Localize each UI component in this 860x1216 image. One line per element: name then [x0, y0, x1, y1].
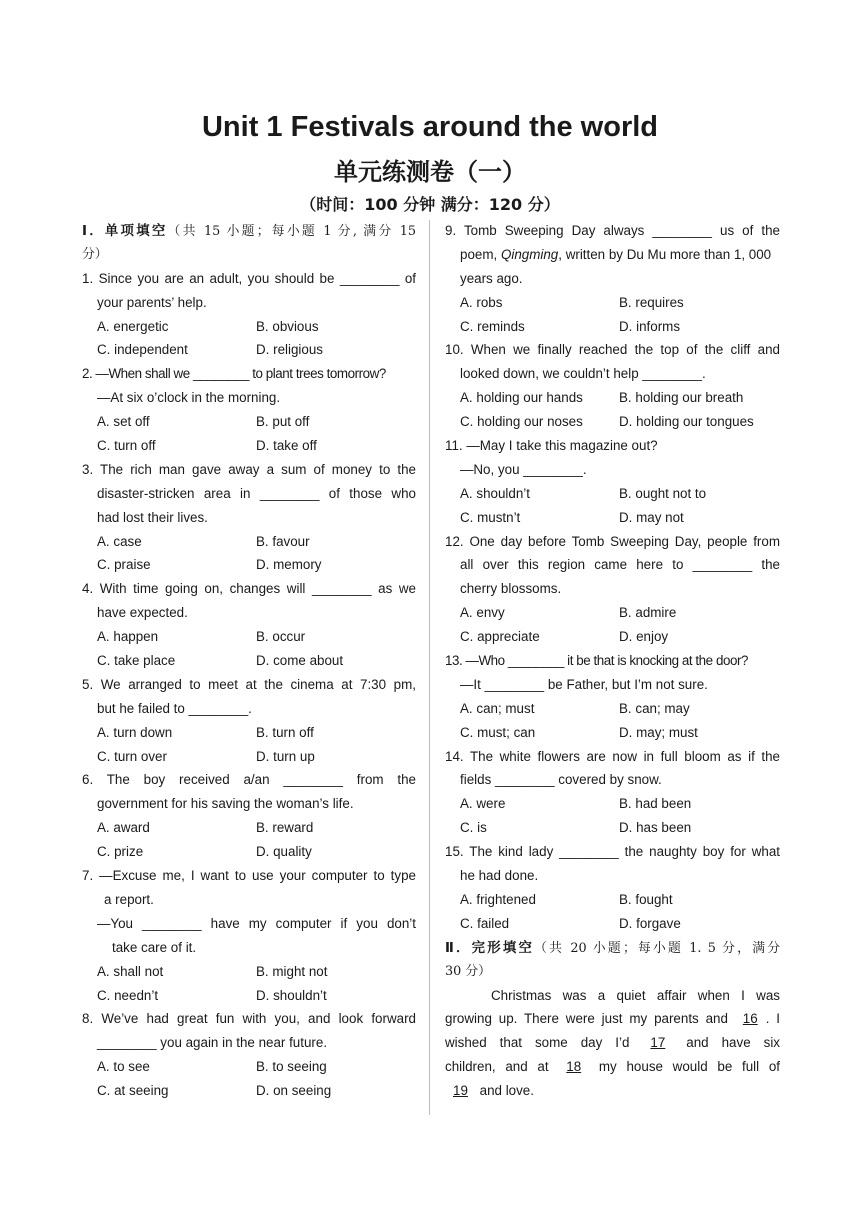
column-divider	[429, 220, 430, 1115]
option-c: C. independent	[97, 342, 188, 358]
options-row	[445, 697, 780, 721]
option-c: C. take place	[97, 653, 176, 669]
passage-text: and love.	[475, 1083, 534, 1099]
question-text: have expected.	[97, 605, 188, 621]
options-row	[82, 1055, 416, 1079]
options-row	[445, 482, 780, 506]
section2-heading: Ⅱ．完形填空	[445, 940, 535, 956]
page-title: Unit 1 Festivals around the world	[201, 111, 658, 143]
question-text: —No, you ________.	[460, 461, 587, 477]
section2-note: （共 20 小题；每小题 1. 5 分，满分	[534, 940, 780, 956]
options-row	[82, 816, 416, 840]
option-d: D. turn up	[256, 748, 315, 764]
section1-header	[82, 219, 416, 243]
option-c: C. failed	[460, 915, 510, 931]
question-7	[82, 864, 416, 1007]
question-text: 15. The kind lady ________ the naughty boy for what	[445, 844, 780, 860]
option-d: D. shouldn’t	[256, 987, 327, 1003]
question-text: take care of it.	[112, 939, 197, 955]
option-c: C. turn over	[97, 748, 167, 764]
option-b: B. put off	[256, 414, 310, 430]
question-text: 4. With time going on, changes will ________ as we	[82, 581, 416, 597]
option-d: D. enjoy	[619, 629, 669, 645]
option-a: A. to see	[97, 1059, 150, 1075]
question-9	[445, 219, 780, 338]
question-text: —You ________ have my computer if you don’t	[97, 915, 416, 931]
options-row	[445, 315, 780, 339]
options-row	[445, 721, 780, 745]
question-text	[445, 243, 780, 267]
option-c: C. must; can	[460, 724, 536, 740]
passage-line	[445, 1007, 780, 1031]
question-text: years ago.	[460, 270, 523, 286]
options-row	[82, 410, 416, 434]
question-13	[445, 649, 780, 745]
question-6	[82, 768, 416, 864]
options-row	[82, 960, 416, 984]
option-c: C. prize	[97, 844, 144, 860]
question-text: 6. The boy received a/an ________ from the	[82, 772, 416, 788]
question-text: disaster-stricken area in ________ of those who	[97, 485, 416, 501]
option-b: B. holding our breath	[619, 390, 744, 406]
time-score-info: （时间：100 分钟 满分：120 分）	[300, 195, 560, 214]
passage-line	[445, 1079, 780, 1103]
passage-line	[445, 1055, 780, 1079]
option-b: B. might not	[256, 963, 328, 979]
section1-note-cont: 分）	[82, 246, 108, 262]
option-a: A. case	[97, 533, 142, 549]
question-text: ________ you again in the near future.	[97, 1035, 328, 1051]
options-row	[82, 984, 416, 1008]
options-row	[82, 434, 416, 458]
option-d: D. come about	[256, 653, 344, 669]
option-d: D. has been	[619, 820, 692, 836]
option-c: C. reminds	[460, 318, 525, 334]
option-b: B. turn off	[256, 724, 314, 740]
options-row	[82, 840, 416, 864]
option-b: B. to seeing	[256, 1059, 327, 1075]
option-c: C. holding our noses	[460, 414, 583, 430]
option-b: B. requires	[619, 294, 684, 310]
option-a: A. frightened	[460, 891, 536, 907]
blank-17: 17	[650, 1035, 666, 1051]
option-d: D. on seeing	[256, 1083, 332, 1099]
poem-title: Qingming	[500, 246, 559, 262]
passage-line	[445, 1031, 780, 1055]
option-c: C. mustn’t	[460, 509, 521, 525]
question-15	[445, 840, 780, 936]
option-d: D. informs	[619, 318, 681, 334]
option-b: B. ought not to	[619, 485, 707, 501]
option-d: D. take off	[256, 438, 317, 454]
question-1	[82, 267, 416, 363]
question-text: 5. We arranged to meet at the cinema at 7:30 pm,	[82, 676, 416, 692]
section2-header	[445, 936, 780, 960]
option-a: A. turn down	[97, 724, 173, 740]
passage-text: my house would be full of	[589, 1059, 780, 1075]
option-a: A. were	[460, 796, 506, 812]
question-11	[445, 434, 780, 530]
section1-heading: Ⅰ．单项填空	[82, 224, 168, 239]
page-subtitle: 单元练测卷（一）	[334, 158, 526, 186]
question-text: but he failed to ________.	[97, 700, 252, 716]
options-row	[445, 506, 780, 530]
question-text: 14. The white flowers are now in full bloom as if the	[445, 748, 780, 764]
option-a: A. shouldn’t	[460, 485, 530, 501]
options-row	[445, 888, 780, 912]
question-text: fields ________ covered by snow.	[460, 772, 662, 788]
question-text: looked down, we couldn’t help ________.	[460, 366, 706, 382]
question-text: 1. Since you are an adult, you should be ________ of	[82, 270, 416, 286]
options-row	[445, 601, 780, 625]
option-c: C. is	[460, 820, 487, 836]
option-a: A. can; must	[460, 700, 535, 716]
option-a: A. award	[97, 820, 150, 836]
right-column	[445, 219, 780, 1103]
question-text: 10. When we finally reached the top of the cliff and	[445, 342, 780, 358]
question-text: government for his saving the woman’s life.	[97, 796, 354, 812]
question-4	[82, 577, 416, 673]
blank-19: 19	[453, 1083, 468, 1099]
option-d: D. holding our tongues	[619, 414, 754, 430]
question-text: —At six o’clock in the morning.	[97, 390, 281, 406]
question-14	[445, 745, 780, 841]
option-b: B. reward	[256, 820, 314, 836]
question-text: cherry blossoms.	[460, 581, 562, 597]
question-text: 13. —Who ________ it be that is knocking at the door?	[445, 653, 748, 669]
passage-text: growing up. There were just my parents and	[445, 1011, 735, 1027]
option-b: B. obvious	[256, 318, 319, 334]
options-row	[82, 745, 416, 769]
passage-text: children, and at	[445, 1059, 559, 1075]
options-row	[445, 386, 780, 410]
question-text: —It ________ be Father, but I’m not sure.	[460, 676, 708, 692]
section2-note-cont: 30 分）	[445, 963, 491, 979]
question-text: 7. —Excuse me, I want to use your computer to type	[82, 868, 416, 884]
options-row	[82, 338, 416, 362]
passage-text: . I	[765, 1011, 780, 1027]
question-text: 12. One day before Tomb Sweeping Day, people from	[445, 533, 780, 549]
question-8	[82, 1007, 416, 1103]
options-row	[82, 721, 416, 745]
option-c: C. needn’t	[97, 987, 159, 1003]
options-row	[82, 530, 416, 554]
passage-line: Christmas was a quiet affair when I was	[491, 987, 780, 1003]
question-text: 2. —When shall we ________ to plant trees tomorrow?	[82, 366, 386, 382]
question-text: he had done.	[460, 868, 539, 884]
question-2	[82, 362, 416, 458]
option-c: C. at seeing	[97, 1083, 169, 1099]
question-5	[82, 673, 416, 769]
question-10	[445, 338, 780, 434]
options-row	[445, 625, 780, 649]
blank-16: 16	[742, 1011, 758, 1027]
section1-note: （共 15 小题；每小题 1 分, 满分 15	[167, 224, 416, 239]
options-row	[82, 625, 416, 649]
blank-18: 18	[566, 1059, 582, 1075]
option-a: A. envy	[460, 605, 505, 621]
option-d: D. may not	[619, 509, 684, 525]
question-text: all over this region came here to ________ the	[460, 557, 780, 573]
passage-text: wished that some day I’d	[445, 1035, 643, 1051]
option-d: D. forgave	[619, 915, 681, 931]
question-text: your parents’ help.	[97, 294, 207, 310]
option-d: D. may; must	[619, 724, 698, 740]
option-a: A. happen	[97, 629, 159, 645]
option-b: B. admire	[619, 605, 677, 621]
options-row	[445, 410, 780, 434]
option-d: D. quality	[256, 844, 312, 860]
question-text: 11. —May I take this magazine out?	[445, 438, 658, 454]
option-c: C. praise	[97, 557, 151, 573]
cloze-passage	[445, 984, 780, 1103]
question-text: 9. Tomb Sweeping Day always ________ us of the	[445, 223, 780, 238]
options-row	[445, 912, 780, 936]
option-b: B. occur	[256, 629, 306, 645]
options-row	[445, 291, 780, 315]
options-row	[82, 553, 416, 577]
option-d: D. memory	[256, 557, 322, 573]
question-text: a report.	[104, 891, 154, 907]
option-c: C. appreciate	[460, 629, 540, 645]
passage-text: and have six	[673, 1035, 780, 1051]
option-a: A. set off	[97, 414, 150, 430]
question-text: had lost their lives.	[97, 509, 208, 525]
question-text: 3. The rich man gave away a sum of money to the	[82, 461, 416, 477]
option-b: B. fought	[619, 891, 673, 907]
option-a: A. energetic	[97, 318, 169, 334]
option-a: A. robs	[460, 294, 503, 310]
option-c: C. turn off	[97, 438, 156, 454]
left-column	[82, 219, 416, 1103]
options-row	[445, 816, 780, 840]
option-b: B. had been	[619, 796, 692, 812]
options-row	[82, 1079, 416, 1103]
option-b: B. can; may	[619, 700, 690, 716]
options-row	[445, 792, 780, 816]
question-text: 8. We’ve had great fun with you, and look forward	[82, 1011, 416, 1027]
option-b: B. favour	[256, 533, 310, 549]
question-text-part: , written by Du Mu more than 1, 000	[558, 246, 772, 262]
option-a: A. holding our hands	[460, 390, 583, 406]
option-d: D. religious	[256, 342, 323, 358]
question-3	[82, 458, 416, 577]
question-text-part: poem,	[460, 246, 501, 262]
question-12	[445, 530, 780, 649]
options-row	[82, 315, 416, 339]
option-a: A. shall not	[97, 963, 164, 979]
options-row	[82, 649, 416, 673]
